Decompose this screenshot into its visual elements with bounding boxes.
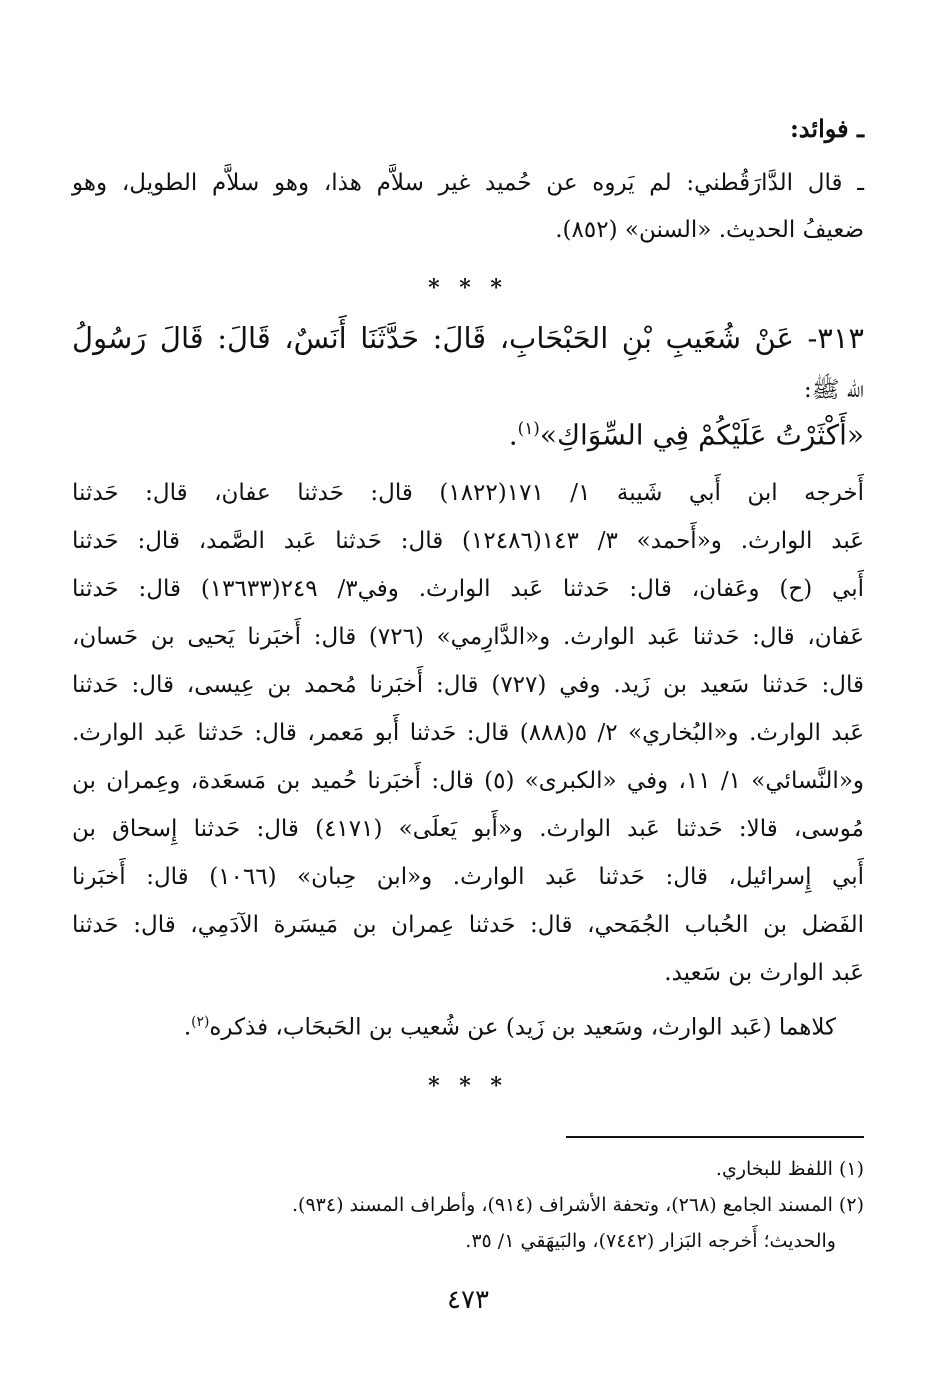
hadith-heading-cont: الله ﷺ: bbox=[803, 377, 864, 403]
benefit-text-line: ـ قال الدَّارَقُطني: لم يَروه عن حُميد غير سلاَّم هذا، وهو سلاَّم الطويل، وهو bbox=[72, 170, 864, 196]
takhrij-line: عَفان، قال: حَدثنا عَبد الوارث. و«الدَّارِمي» (٧٢٦) قال: أَخبَرنا يَحيى بن حَسان، bbox=[72, 624, 864, 650]
footnote-ref: (٢) bbox=[191, 1014, 210, 1030]
benefit-text-line: ضعيفُ الحديث. «السنن» (٨٥٢). bbox=[555, 217, 864, 243]
takhrij-line: أَخرجه ابن أَبي شَيبة ١/ ١٧١(١٨٢٢) قال: حَدثنا عفان، قال: حَدثنا bbox=[72, 480, 864, 506]
takhrij-line: عَبد الوارث. و«البُخاري» ٢/ ٥(٨٨٨) قال: حَدثنا أَبو مَعمر، قال: حَدثنا عَبد الوارث. bbox=[72, 720, 865, 746]
footnote-ref: (١) bbox=[517, 418, 540, 438]
section-separator: * * * bbox=[428, 275, 508, 301]
takhrij-line: أَبي (ح) وعَفان، قال: حَدثنا عَبد الوارث. وفي٣/ ٢٤٩(١٣٦٣٣) قال: حَدثنا bbox=[72, 576, 864, 602]
takhrij-line: مُوسى، قالا: حَدثنا عَبد الوارث. و«أَبو يَعلَى» (٤١٧١) قال: حَدثنا إِسحاق بن bbox=[72, 816, 864, 842]
takhrij-line: أَبي إِسرائيل، قال: حَدثنا عَبد الوارث. و«ابن حِبان» (١٠٦٦) قال: أَخبَرنا bbox=[72, 864, 864, 890]
hadith-text-body: «أَكْثَرْتُ عَلَيْكُمْ فِي السِّوَاكِ» bbox=[539, 418, 864, 452]
takhrij-summary-end: . bbox=[183, 1014, 192, 1041]
hadith-heading: ٣١٣- عَنْ شُعَيبِ بْنِ الحَبْحَابِ، قَالَ: حَدَّثَنَا أَنَسٌ، قَالَ: قَالَ رَسُولُ bbox=[72, 321, 864, 355]
takhrij-line: و«النَّسائي» ١/ ١١، وفي «الكبرى» (٥) قال: أَخبَرنا حُميد بن مَسعَدة، وعِمران بن bbox=[72, 768, 864, 794]
takhrij-line: قال: حَدثنا سَعيد بن زَيد. وفي (٧٢٧) قال: أَخبَرنا مُحمد بن عِيسى، قال: حَدثنا bbox=[72, 672, 864, 698]
hadith-text bbox=[509, 418, 864, 451]
page-number: ٤٧٣ bbox=[447, 1285, 489, 1315]
section-heading: ـ فوائد: bbox=[789, 114, 864, 143]
hadith-text-end: . bbox=[508, 418, 518, 452]
footnote-1: (١) اللفظ للبخاري. bbox=[715, 1158, 864, 1180]
takhrij-line: الفَضل بن الحُباب الجُمَحي، قال: حَدثنا عِمران بن مَيسَرة الآدَمِي، قال: حَدثنا bbox=[72, 912, 864, 938]
takhrij-line: عَبد الوارث. و«أَحمد» ٣/ ١٤٣(١٢٤٨٦) قال: حَدثنا عَبد الصَّمد، قال: حَدثنا bbox=[72, 528, 865, 554]
takhrij-summary-body: كلاهما (عَبد الوارث، وسَعيد بن زَيد) عن شُعيب بن الحَبحَاب، فذكره bbox=[209, 1014, 836, 1041]
footnote-divider bbox=[566, 1136, 864, 1138]
footnote-2-continued: والحديث؛ أَخرجه البَزار (٧٤٤٢)، والبَيهَقي ١/ ٣٥. bbox=[465, 1230, 836, 1252]
section-separator: * * * bbox=[428, 1073, 508, 1099]
footnote-2: (٢) المسند الجامع (٢٦٨)، وتحفة الأشراف (٩١٤)، وأطراف المسند (٩٣٤). bbox=[292, 1194, 864, 1216]
takhrij-line: عَبد الوارث بن سَعيد. bbox=[664, 960, 864, 986]
takhrij-summary bbox=[184, 1014, 836, 1041]
